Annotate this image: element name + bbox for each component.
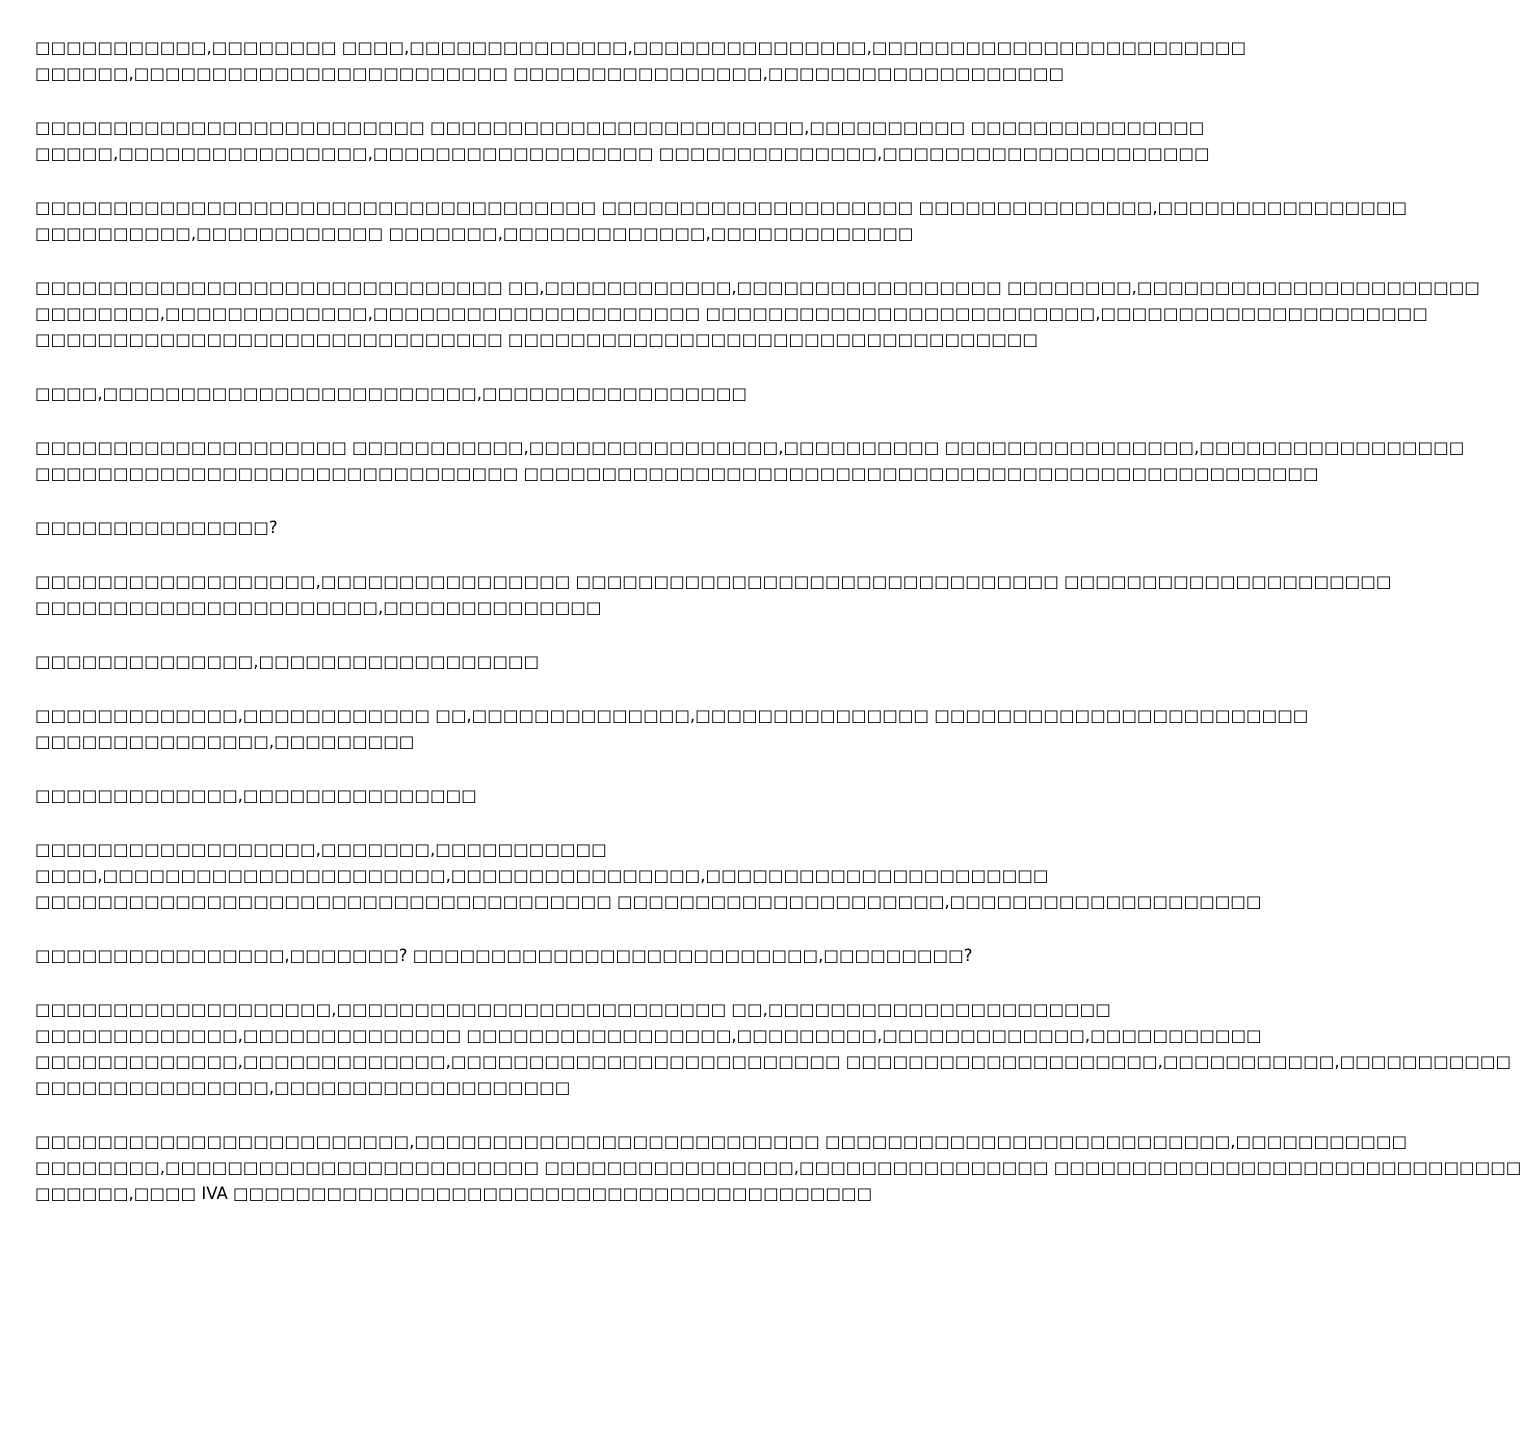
paragraph: [35, 515, 995, 541]
text-line: □□□□□□,□□□□ IVA □□□□□□□□□□□□□□□□□□□□□□□□□□□□□□□□□□□□□□□□□: [35, 1184, 873, 1203]
text-line: □□□□□,□□□□□□□□□□□□□□□□,□□□□□□□□□□□□□□□□□□ □□□□□□□□□□□□□□,□□□□□□□□□□□□□□□□□□□□□: [35, 144, 1210, 163]
text-line: □□□□□□□□□□□,□□□□□□□□ □□□□,□□□□□□□□□□□□□□,□□□□□□□□□□□□□□□,□□□□□□□□□□□□□□□□□□□□□□□□: [35, 38, 1247, 57]
paragraph: [35, 569, 1392, 621]
text-line: □□□□□□□□,□□□□□□□□□□□□□,□□□□□□□□□□□□□□□□□□□□□ □□□□□□□□□□□□□□□□□□□□□□□□□,□□□□□□□□□□□□□□□□□□□□□: [35, 304, 1428, 323]
paragraph: [35, 275, 1480, 353]
text-line: □□□□□□,□□□□□□□□□□□□□□□□□□□□□□□□ □□□□□□□□□□□□□□□□,□□□□□□□□□□□□□□□□□□□: [35, 64, 1065, 83]
text-line: □□□□□□□□□□□□□□□,□□□□□□□□□: [35, 732, 415, 751]
text-line: □□□□□□□□□□□□□,□□□□□□□□□□□□ □□,□□□□□□□□□□□□□□,□□□□□□□□□□□□□□□ □□□□□□□□□□□□□□□□□□□□□□□□: [35, 706, 1309, 725]
document-body: [35, 35, 1521, 1235]
paragraph: [35, 1129, 1521, 1207]
text-line: □□□□□□□□□□□□□□□□□□□□ □□□□□□□□□□□,□□□□□□□□□□□□□□□□,□□□□□□□□□□ □□□□□□□□□□□□□□□□,□□□□□□□□□□□□□□□□□: [35, 438, 1465, 457]
text-line: □□□□□□□□□□□□□□□□,□□□□□□□? □□□□□□□□□□□□□□□□□□□□□□□□□□,□□□□□□□□□?: [35, 946, 973, 965]
text-line: □□□□,□□□□□□□□□□□□□□□□□□□□□□,□□□□□□□□□□□□□□□□,□□□□□□□□□□□□□□□□□□□□□□: [35, 866, 1049, 885]
text-line: □□□□□□□□□□□□□,□□□□□□□□□□□□□□□: [35, 786, 477, 805]
text-line: □□□□□□□□□□□□□□□□□□□,□□□□□□□□□□□□□□□□□□□□□□□□□ □□,□□□□□□□□□□□□□□□□□□□□□□: [35, 1000, 1111, 1019]
paragraph: [35, 35, 1247, 87]
paragraph: [35, 381, 995, 407]
text-line: □□□□□□□□□□□□□,□□□□□□□□□□□□□□ □□□□□□□□□□□□□□□□□,□□□□□□□□□,□□□□□□□□□□□□□,□□□□□□□□□□□: [35, 1026, 1262, 1045]
text-line: □□□□□□□□□□□□□□□□□□□□□□□□□□□□□□□□□□□□□ □□□□□□□□□□□□□□□□□□□□□,□□□□□□□□□□□□□□□□□□□□: [35, 892, 1262, 911]
paragraph: [35, 703, 1309, 755]
paragraph: [35, 195, 1408, 247]
text-line: □□□□□□□□□□□□□□□□□□□□□□□□,□□□□□□□□□□□□□□□□□□□□□□□□□□ □□□□□□□□□□□□□□□□□□□□□□□□□□,□□□□□□□□□□□: [35, 1132, 1408, 1151]
text-line: □□□□□□□□□□□□□□□□□□□□□□□□□□□□□□□□□□□□ □□□□□□□□□□□□□□□□□□□□ □□□□□□□□□□□□□□□,□□□□□□□□□□□□□□□□: [35, 198, 1408, 217]
text-line: □□□□□□□□□□□□□,□□□□□□□□□□□□□,□□□□□□□□□□□□□□□□□□□□□□□□□ □□□□□□□□□□□□□□□□□□□□,□□□□□□□□□□□,□□□□□□□□□□□: [35, 1052, 1512, 1071]
text-line: □□□□□□□□□□□□□□□□□□□□□□,□□□□□□□□□□□□□□: [35, 598, 602, 617]
text-line: □□□□□□□□,□□□□□□□□□□□□□□□□□□□□□□□□ □□□□□□□□□□□□□□□□,□□□□□□□□□□□□□□□□ □□□□□□□□□□□□□□□□□□□□□□□□□□□□□□: [35, 1158, 1521, 1177]
text-line: □□□□□□□□□□□□□□□,□□□□□□□□□□□□□□□□□□□: [35, 1078, 571, 1097]
paragraph: [35, 649, 995, 675]
paragraph: [35, 943, 995, 969]
paragraph: [35, 837, 1262, 915]
text-line: □□□□□□□□□□□□□□□□□□,□□□□□□□□□□□□□□□□ □□□□□□□□□□□□□□□□□□□□□□□□□□□□□□□ □□□□□□□□□□□□□□□□□□□□□: [35, 572, 1392, 591]
paragraph: [35, 997, 1512, 1101]
paragraph: [35, 783, 995, 809]
paragraph: [35, 435, 1465, 487]
text-line: □□□□□□□□□□□□□□□□□□,□□□□□□□,□□□□□□□□□□□: [35, 840, 607, 859]
text-line: □□□□□□□□□□,□□□□□□□□□□□□ □□□□□□□,□□□□□□□□□□□□□,□□□□□□□□□□□□□: [35, 224, 914, 243]
text-line: □□□□□□□□□□□□□□□□□□□□□□□□□□□□□□□ □□□□□□□□□□□□□□□□□□□□□□□□□□□□□□□□□□□□□□□□□□□□□□□□□□□: [35, 464, 1319, 483]
text-line: □□□□,□□□□□□□□□□□□□□□□□□□□□□□□,□□□□□□□□□□□□□□□□□: [35, 384, 748, 403]
text-line: □□□□□□□□□□□□□□□□□□□□□□□□□□□□□□ □□□□□□□□□□□□□□□□□□□□□□□□□□□□□□□□□□: [35, 330, 1038, 349]
text-line: □□□□□□□□□□□□□□,□□□□□□□□□□□□□□□□□□: [35, 652, 540, 671]
text-line: □□□□□□□□□□□□□□□□□□□□□□□□□ □□□□□□□□□□□□□□□□□□□□□□□□,□□□□□□□□□□ □□□□□□□□□□□□□□□: [35, 118, 1205, 137]
text-line: □□□□□□□□□□□□□□□□□□□□□□□□□□□□□□ □□,□□□□□□□□□□□□,□□□□□□□□□□□□□□□□□ □□□□□□□□,□□□□□□□□□□□□□□□□□□□□□□: [35, 278, 1480, 297]
paragraph: [35, 115, 1210, 167]
text-line: □□□□□□□□□□□□□□□?: [35, 518, 278, 537]
